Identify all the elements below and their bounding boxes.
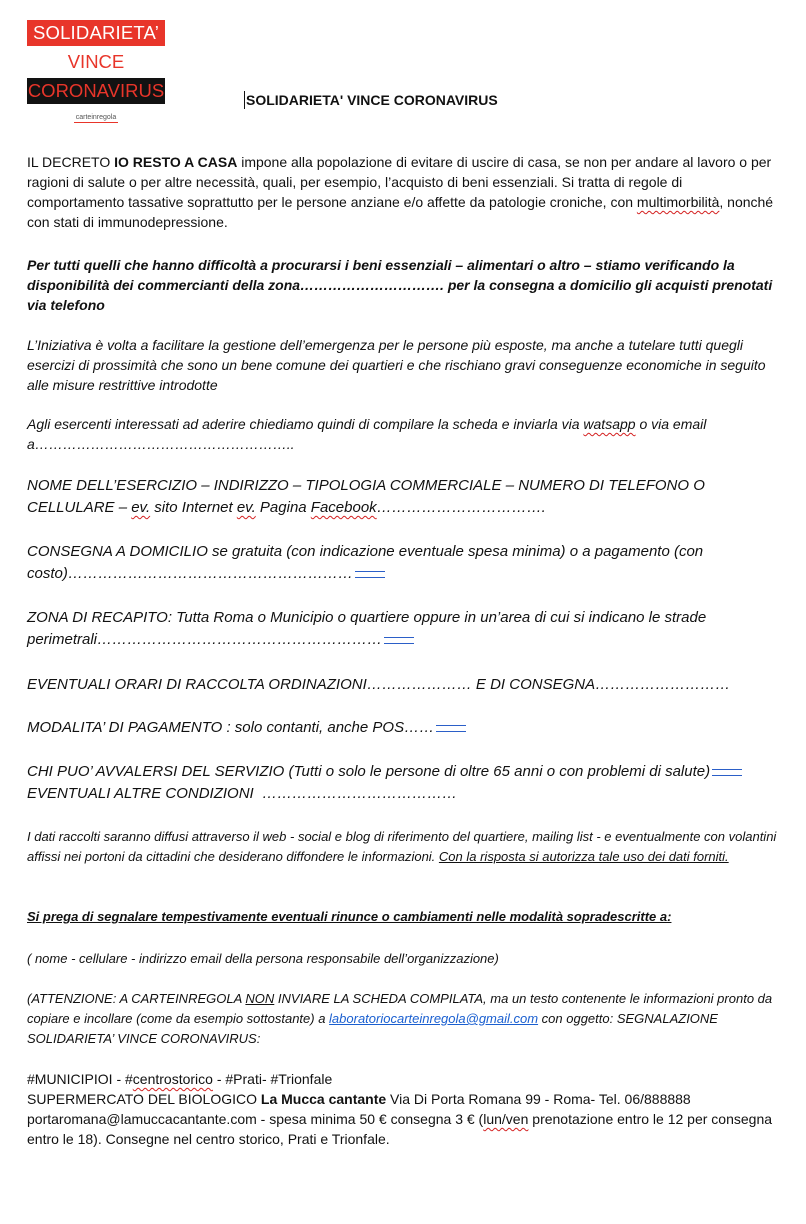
- dati-paragraph: I dati raccolti saranno diffusi attraverso il web - social e blog di riferimento del quartiere, mailing list - e eventualmente con volantini affissi nei portoni da cittadini che desiderano diffondere le informazioni. Con la risposta si autorizza tale uso dei dati forniti.: [27, 829, 777, 864]
- field-modalita-pagamento: MODALITA’ DI PAGAMENTO : solo contanti, anche POS……: [27, 717, 777, 739]
- blank-underline: [712, 769, 742, 776]
- page-title: SOLIDARIETA' VINCE CORONAVIRUS: [246, 92, 498, 108]
- intro-paragraph: IL DECRETO IO RESTO A CASA impone alla popolazione di evitare di uscire di casa, se non per andare al lavoro o per ragioni di salute o per altre necessità, quali, per esempio, l’acquisto di beni essenziali. Si tratta di regole di comportamento tassative soprattutto per le persone anziane e/o affette da patologie croniche, con multimorbilità, nonché con stati di immunodepressione.: [27, 154, 774, 230]
- logo-line-1: SOLIDARIETA’: [27, 20, 165, 46]
- field-consegna: CONSEGNA A DOMICILIO se gratuita (con indicazione eventuale spesa minima) o a pagamento (con costo)…………………………………………………: [27, 543, 704, 582]
- logo-subtitle: carteinregola: [75, 114, 117, 121]
- example-hashtags: #MUNICIPIOI - #centrostorico - #Prati- #Trionfale: [27, 1071, 333, 1087]
- field-nome-esercizio: NOME DELL’ESERCIZIO – INDIRIZZO – TIPOLOGIA COMMERCIALE – NUMERO DI TELEFONO O CELLULARE – ev. sito Internet ev. Pagina Facebook…………………………….: [27, 477, 705, 516]
- agli-esercenti-paragraph: Agli esercenti interessati ad aderire chiediamo quindi di compilare la scheda e inviarla via watsapp o via email a………………………………………………..: [27, 416, 707, 452]
- blank-underline: [384, 637, 414, 644]
- responsabile-line: ( nome - cellulare - indirizzo email della persona responsabile dell’organizzazione): [27, 951, 499, 966]
- prega-line: Si prega di segnalare tempestivamente eventuali rinunce o cambiamenti nelle modalità sopradescritte a:: [27, 909, 672, 924]
- logo: [27, 20, 167, 123]
- field-zona: ZONA DI RECAPITO: Tutta Roma o Municipio o quartiere oppure in un’area di cui si indicano le strade perimetrali…………………………………………………: [27, 609, 707, 648]
- blank-underline: [355, 571, 385, 578]
- field-chi-puo: CHI PUO’ AVVALERSI DEL SERVIZIO (Tutti o solo le persone di oltre 65 anni o con problemi di salute) EVENTUALI ALTRE CONDIZIONI …………………………………: [27, 763, 763, 802]
- attenzione-paragraph: (ATTENZIONE: A CARTEINREGOLA NON INVIARE LA SCHEDA COMPILATA, ma un testo contenente le informazioni pronto da copiare e incollare (come da esempio sottostante) a laboratoriocarteinregola@gmail.com con oggetto: SEGNALAZIONE SOLIDARIETA’ VINCE CORONAVIRUS:: [27, 991, 773, 1046]
- blank-underline: [436, 725, 466, 732]
- field-orari: EVENTUALI ORARI DI RACCOLTA ORDINAZIONI………………… E DI CONSEGNA………………………: [27, 676, 731, 693]
- iniziativa-paragraph: L’Iniziativa è volta a facilitare la gestione dell’emergenza per le persone più esposte, ma anche a tutelare tutti quegli esercizi di prossimità che sono un bene comune dei quartieri e che rischiano gravi conseguenze economiche in seguito alle misure restrittive introdotte: [27, 337, 766, 393]
- email-link[interactable]: laboratoriocarteinregola@gmail.com: [329, 1011, 539, 1026]
- bold-call-paragraph: Per tutti quelli che hanno difficoltà a procurarsi i beni essenziali – alimentari o altro – stiamo verificando la disponibilità dei commercianti della zona…………………………. per la consegna a domicilio gli acquisti prenotati via telefono: [27, 257, 773, 313]
- example-listing: SUPERMERCATO DEL BIOLOGICO La Mucca cantante Via Di Porta Romana 99 - Roma- Tel. 06/888888 portaromana@lamuccacantante.com - spesa minima 50 € consegna 3 € (lun/ven prenotazione entro le 12 per consegna entro le 18). Consegne nel centro storico, Prati e Trionfale.: [27, 1091, 773, 1147]
- logo-line-3: CORONAVIRUS: [27, 78, 165, 104]
- logo-line-2: VINCE: [67, 51, 125, 72]
